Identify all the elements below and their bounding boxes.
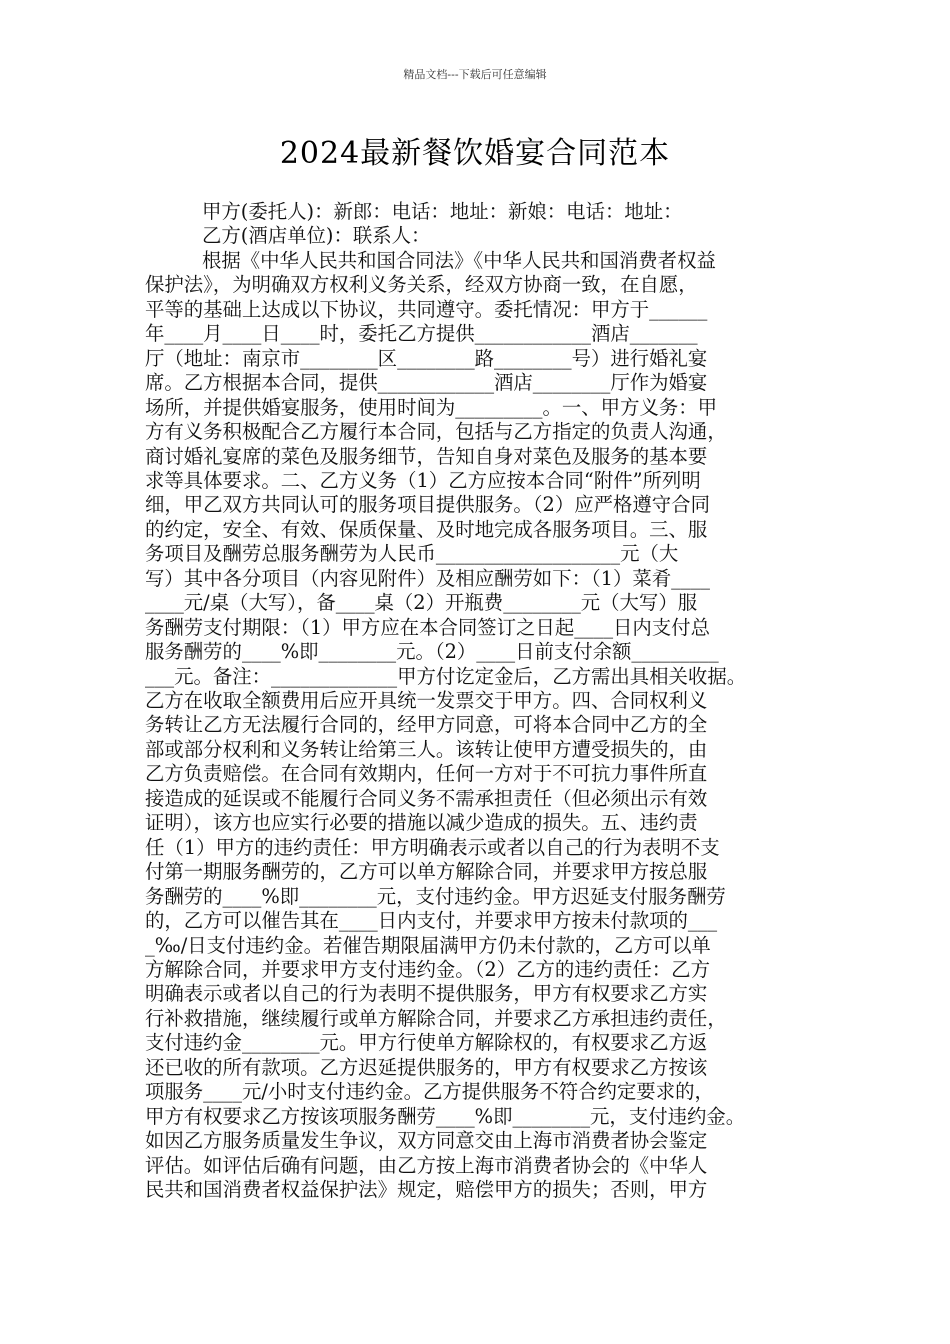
body-line: 平等的基础上达成以下协议，共同遵守。委托情况：甲方于______ bbox=[145, 297, 708, 321]
body-line: 还已收的所有款项。乙方迟延提供服务的，甲方有权要求乙方按该 bbox=[145, 1055, 708, 1079]
body-line: 服务酬劳的____%即________元。（2）____日前支付余额_________ bbox=[145, 640, 719, 664]
body-line: 的约定，安全、有效、保质保量、及时地完成各服务项目。三、服 bbox=[145, 517, 708, 541]
body-line: 乙方负责赔偿。在合同有效期内，任何一方对于不可抗力事件所直 bbox=[145, 762, 708, 786]
body-line: 任（1）甲方的违约责任：甲方明确表示或者以自己的行为表明不支 bbox=[145, 835, 720, 859]
body-line: 细，甲乙双方共同认可的服务项目提供服务。（2）应严格遵守合同 bbox=[145, 493, 710, 517]
body-line: 方有义务积极配合乙方履行本合同，包括与乙方指定的负责人沟通， bbox=[145, 420, 727, 444]
body-line: 民共和国消费者权益保护法》规定，赔偿甲方的损失；否则，甲方 bbox=[145, 1178, 708, 1201]
body-line: 年____月____日____时，委托乙方提供____________酒店_______ bbox=[145, 322, 698, 346]
body-line: 乙方(酒店单位)：联系人： bbox=[202, 224, 431, 248]
header-note: 精品文档---下载后可任意编辑 bbox=[403, 68, 547, 81]
body-line: 行补救措施，继续履行或单方解除合同，并要求乙方承担违约责任， bbox=[145, 1006, 727, 1030]
body-line: _‰/日支付违约金。若催告期限届满甲方仍未付款的，乙方可以单 bbox=[145, 933, 711, 957]
body-line: 项服务____元/小时支付违约金。乙方提供服务不符合约定要求的， bbox=[145, 1080, 714, 1104]
body-line: 写）其中各分项目（内容见附件）及相应酬劳如下：（1）菜肴____ bbox=[145, 566, 710, 590]
body-line: 证明），该方也应实行必要的措施以减少造成的损失。五、违约责 bbox=[145, 811, 698, 835]
body-line: 务酬劳的____%即________元，支付违约金。甲方迟延支付服务酬劳 bbox=[145, 884, 726, 908]
body-line: 保护法》，为明确双方权利义务关系，经双方协商一致，在自愿， bbox=[145, 273, 698, 297]
document-title: 2024最新餐饮婚宴合同范本 bbox=[279, 136, 671, 171]
body-line: 甲方有权要求乙方按该项服务酬劳____%即________元，支付违约金。 bbox=[145, 1104, 746, 1128]
body-line: 支付违约金________元。甲方行使单方解除权的，有权要求乙方返 bbox=[145, 1031, 708, 1055]
body-line: 务转让乙方无法履行合同的，经甲方同意，可将本合同中乙方的全 bbox=[145, 713, 708, 737]
body-line: 付第一期服务酬劳的，乙方可以单方解除合同，并要求甲方按总服 bbox=[145, 860, 708, 884]
body-line: 评估。如评估后确有问题，由乙方按上海市消费者协会的《中华人 bbox=[145, 1153, 708, 1177]
body-line: 接造成的延误或不能履行合同义务不需承担责任（但必须出示有效 bbox=[145, 786, 708, 810]
body-line: ____元/桌（大写），备____桌（2）开瓶费________元（大写）服 bbox=[145, 591, 698, 615]
body-line: 甲方(委托人)：新郎：电话：地址：新娘：电话：地址： bbox=[202, 200, 683, 223]
body-line: 如因乙方服务质量发生争议，双方同意交由上海市消费者协会鉴定 bbox=[145, 1129, 708, 1153]
body-line: 厅（地址：南京市________区________路________号）进行婚礼宴 bbox=[145, 346, 708, 370]
body-line: 部或部分权利和义务转让给第三人。该转让使甲方遭受损失的，由 bbox=[145, 737, 708, 761]
body-line: 商讨婚礼宴席的菜色及服务细节，告知自身对菜色及服务的基本要 bbox=[145, 444, 708, 468]
body-line: 根据《中华人民共和国合同法》《中华人民共和国消费者权益 bbox=[202, 248, 716, 272]
body-line: 明确表示或者以自己的行为表明不提供服务，甲方有权要求乙方实 bbox=[145, 982, 708, 1006]
body-line: 场所，并提供婚宴服务，使用时间为_________。一、甲方义务：甲 bbox=[145, 395, 718, 419]
body-line: 务项目及酬劳总服务酬劳为人民币___________________元（大 bbox=[145, 542, 679, 566]
body-line: ___元。备注：_____________甲方付讫定金后，乙方需出具相关收据。 bbox=[145, 664, 747, 688]
body-line: 的，乙方可以催告其在____日内支付，并要求甲方按未付款项的___ bbox=[145, 909, 718, 933]
body-line: 方解除合同，并要求甲方支付违约金。（2）乙方的违约责任：乙方 bbox=[145, 957, 710, 981]
body-line: 席。乙方根据本合同，提供____________酒店________厅作为婚宴 bbox=[145, 371, 708, 395]
body-line: 乙方在收取全额费用后应开具统一发票交于甲方。四、合同权利义 bbox=[145, 689, 708, 712]
body-line: 求等具体要求。二、乙方义务（1）乙方应按本合同“附件”所列明 bbox=[145, 468, 701, 492]
body-line: 务酬劳支付期限：（1）甲方应在本合同签订之日起____日内支付总 bbox=[145, 615, 710, 639]
